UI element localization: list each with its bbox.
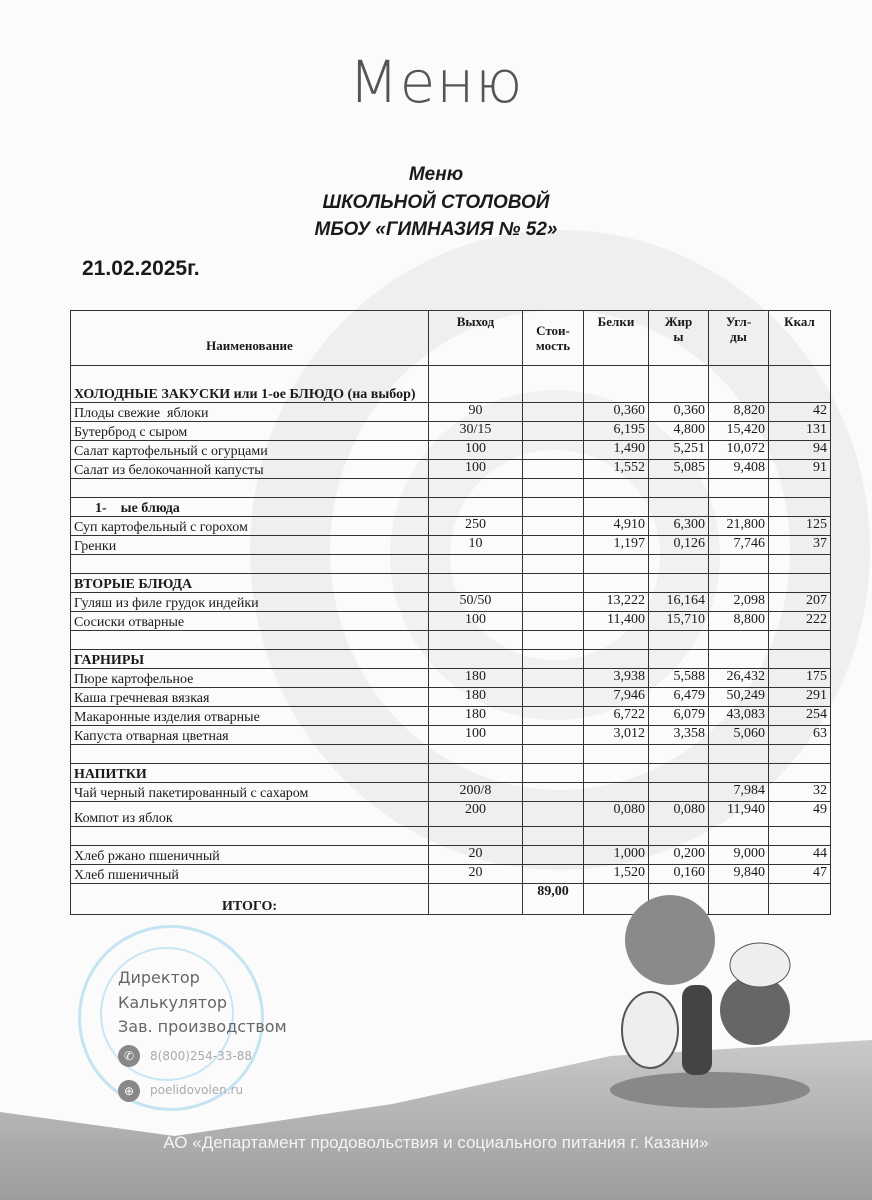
table-row <box>71 726 831 745</box>
cell-name: ВТОРЫЕ БЛЮДА <box>71 574 429 593</box>
cell-output: 90 <box>429 403 523 422</box>
menu-date: 21.02.2025г. <box>82 257 200 280</box>
cell-fat: 0,200 <box>649 846 709 865</box>
menu-table <box>70 310 831 915</box>
cell-cost <box>523 745 584 764</box>
cell-name: Гуляш из филе грудок индейки <box>71 593 429 612</box>
cell-cost <box>523 783 584 802</box>
total-label: ИТОГО: <box>71 884 429 915</box>
table-row <box>71 669 831 688</box>
cell-name: Пюре картофельное <box>71 669 429 688</box>
cell-output: 20 <box>429 846 523 865</box>
cell-cost <box>523 631 584 650</box>
cell-kcal <box>769 631 831 650</box>
cell-carbs <box>709 366 769 403</box>
cell-fat <box>649 574 709 593</box>
header-fat: Жир ы <box>649 311 709 366</box>
cell-protein: 1,197 <box>584 536 649 555</box>
cell-name: Сосиски отварные <box>71 612 429 631</box>
cell-name <box>71 631 429 650</box>
cell-kcal: 32 <box>769 783 831 802</box>
cell-output: 100 <box>429 612 523 631</box>
doc-title: Меню <box>408 164 464 185</box>
cell-carbs: 26,432 <box>709 669 769 688</box>
table-row <box>71 745 831 764</box>
cell-name: НАПИТКИ <box>71 764 429 783</box>
cell-kcal <box>769 827 831 846</box>
table-row <box>71 783 831 802</box>
cell-cost <box>523 846 584 865</box>
cell-fat: 0,126 <box>649 536 709 555</box>
cell-carbs: 50,249 <box>709 688 769 707</box>
cell-name: Капуста отварная цветная <box>71 726 429 745</box>
cell-protein: 1,000 <box>584 846 649 865</box>
table-row <box>71 846 831 865</box>
cell-output <box>429 827 523 846</box>
cell-protein: 3,012 <box>584 726 649 745</box>
cell-fat: 16,164 <box>649 593 709 612</box>
cell-cost <box>523 726 584 745</box>
cell-kcal: 37 <box>769 536 831 555</box>
cell-carbs: 8,820 <box>709 403 769 422</box>
cell-cost <box>523 574 584 593</box>
cell-fat: 5,085 <box>649 460 709 479</box>
cell-fat <box>649 479 709 498</box>
cell-fat <box>649 555 709 574</box>
cell-kcal: 47 <box>769 865 831 884</box>
section-row <box>71 366 831 403</box>
cell-name: Суп картофельный с горохом <box>71 517 429 536</box>
cell-fat: 6,300 <box>649 517 709 536</box>
cell-name: ГАРНИРЫ <box>71 650 429 669</box>
cell-carbs: 43,083 <box>709 707 769 726</box>
cell-name <box>71 827 429 846</box>
table-row <box>71 517 831 536</box>
cell-carbs <box>709 479 769 498</box>
cell-fat <box>649 366 709 403</box>
cell-protein: 0,360 <box>584 403 649 422</box>
section-row <box>71 574 831 593</box>
cell-kcal: 42 <box>769 403 831 422</box>
cell-name: Хлеб ржано пшеничный <box>71 846 429 865</box>
cell-cost <box>523 366 584 403</box>
cell-output: 100 <box>429 460 523 479</box>
cell-protein: 0,080 <box>584 802 649 827</box>
cell-kcal: 222 <box>769 612 831 631</box>
cell-protein: 1,490 <box>584 441 649 460</box>
table-row <box>71 479 831 498</box>
cell-carbs: 8,800 <box>709 612 769 631</box>
mascot-illustration <box>590 890 830 1120</box>
cell-output: 10 <box>429 536 523 555</box>
cell-name: Чай черный пакетированный с сахаром <box>71 783 429 802</box>
cell-output: 20 <box>429 865 523 884</box>
cell-protein: 3,938 <box>584 669 649 688</box>
phone-icon: ✆ <box>118 1045 140 1067</box>
table-row <box>71 555 831 574</box>
cell-protein <box>584 827 649 846</box>
cell-fat: 15,710 <box>649 612 709 631</box>
cell-cost <box>523 802 584 827</box>
cell-fat: 3,358 <box>649 726 709 745</box>
cell-name: Плоды свежие яблоки <box>71 403 429 422</box>
cell-protein: 13,222 <box>584 593 649 612</box>
cell-name: Гренки <box>71 536 429 555</box>
cell-kcal <box>769 650 831 669</box>
cell-kcal: 94 <box>769 441 831 460</box>
cell-protein <box>584 555 649 574</box>
cell-output: 30/15 <box>429 422 523 441</box>
cell-name: Салат из белокочанной капусты <box>71 460 429 479</box>
cell-cost <box>523 479 584 498</box>
header-carbs: Угл- ды <box>709 311 769 366</box>
cell-name: Хлеб пшеничный <box>71 865 429 884</box>
cell-cost <box>523 593 584 612</box>
cell-fat: 5,588 <box>649 669 709 688</box>
signature-director: Директор <box>118 968 200 987</box>
cell-protein <box>584 783 649 802</box>
cell-carbs: 5,060 <box>709 726 769 745</box>
header-protein: Белки <box>584 311 649 366</box>
website: poelidovolen.ru <box>150 1083 244 1097</box>
cell-name: 1- ые блюда <box>71 498 429 517</box>
cell-kcal: 254 <box>769 707 831 726</box>
table-row <box>71 593 831 612</box>
section-row <box>71 764 831 783</box>
cell-carbs <box>709 764 769 783</box>
cell-kcal <box>769 745 831 764</box>
cell-output <box>429 631 523 650</box>
cell-cost <box>523 612 584 631</box>
cell-name: Макаронные изделия отварные <box>71 707 429 726</box>
cell-protein <box>584 479 649 498</box>
cell-carbs: 7,746 <box>709 536 769 555</box>
cell-protein <box>584 366 649 403</box>
cell-carbs <box>709 650 769 669</box>
table-row <box>71 441 831 460</box>
cell-name: Бутерброд с сыром <box>71 422 429 441</box>
header-cost: Стои- мость <box>523 311 584 366</box>
cell-cost <box>523 536 584 555</box>
cell-output: 200/8 <box>429 783 523 802</box>
cell-protein <box>584 574 649 593</box>
cell-carbs: 11,940 <box>709 802 769 827</box>
table-row <box>71 460 831 479</box>
cell-kcal <box>769 764 831 783</box>
cell-output <box>429 650 523 669</box>
cell-output: 100 <box>429 726 523 745</box>
cell-cost <box>523 865 584 884</box>
cell-kcal: 125 <box>769 517 831 536</box>
cell-kcal: 49 <box>769 802 831 827</box>
cell-fat: 0,080 <box>649 802 709 827</box>
cell-cost <box>523 460 584 479</box>
cell-kcal: 131 <box>769 422 831 441</box>
cell-fat: 5,251 <box>649 441 709 460</box>
cell-kcal <box>769 555 831 574</box>
globe-icon: ⊕ <box>118 1080 140 1102</box>
cell-kcal: 175 <box>769 669 831 688</box>
cell-fat: 0,160 <box>649 865 709 884</box>
handwritten-title: Меню <box>348 48 524 116</box>
cell-kcal: 63 <box>769 726 831 745</box>
table-row <box>71 631 831 650</box>
cell-carbs: 9,000 <box>709 846 769 865</box>
table-row <box>71 612 831 631</box>
cell-carbs: 7,984 <box>709 783 769 802</box>
cell-name: Салат картофельный с огурцами <box>71 441 429 460</box>
cell-carbs <box>709 574 769 593</box>
cell-output: 200 <box>429 802 523 827</box>
cell-cost <box>523 688 584 707</box>
cell-kcal: 291 <box>769 688 831 707</box>
cell-cost <box>523 764 584 783</box>
cell-kcal <box>769 498 831 517</box>
cell-cost <box>523 669 584 688</box>
section-row <box>71 498 831 517</box>
cell-name: Каша гречневая вязкая <box>71 688 429 707</box>
header-name: Наименование <box>71 311 429 366</box>
cell-output: 180 <box>429 669 523 688</box>
cell-kcal: 207 <box>769 593 831 612</box>
cell-fat <box>649 827 709 846</box>
cell-output <box>429 764 523 783</box>
cell-protein <box>584 650 649 669</box>
cell-fat: 4,800 <box>649 422 709 441</box>
table-row <box>71 688 831 707</box>
table-row <box>71 865 831 884</box>
cell-name <box>71 479 429 498</box>
signature-production-head: Зав. производством <box>118 1017 287 1036</box>
cell-output: 180 <box>429 707 523 726</box>
table-row <box>71 536 831 555</box>
cell-name: Компот из яблок <box>71 802 429 827</box>
cell-cost <box>523 707 584 726</box>
table-row <box>71 403 831 422</box>
table-row <box>71 422 831 441</box>
school-name: МБОУ «ГИМНАЗИЯ № 52» <box>314 219 558 240</box>
table-header <box>71 311 831 366</box>
cell-carbs <box>709 498 769 517</box>
cell-protein: 6,195 <box>584 422 649 441</box>
cell-output <box>429 745 523 764</box>
cell-kcal <box>769 574 831 593</box>
cell-fat <box>649 631 709 650</box>
header-output: Выход <box>429 311 523 366</box>
cell-output: 50/50 <box>429 593 523 612</box>
cell-cost <box>523 498 584 517</box>
header-kcal: Ккал <box>769 311 831 366</box>
cell-fat <box>649 764 709 783</box>
cell-carbs <box>709 555 769 574</box>
empty-cell <box>429 884 523 915</box>
cell-output <box>429 479 523 498</box>
cell-protein <box>584 631 649 650</box>
cell-output <box>429 366 523 403</box>
cell-cost <box>523 441 584 460</box>
cell-protein <box>584 764 649 783</box>
cell-output <box>429 574 523 593</box>
cell-kcal: 44 <box>769 846 831 865</box>
cell-protein: 1,520 <box>584 865 649 884</box>
signature-calculator: Калькулятор <box>118 993 228 1012</box>
cell-name <box>71 745 429 764</box>
cell-output: 100 <box>429 441 523 460</box>
section-row <box>71 650 831 669</box>
doc-subtitle: ШКОЛЬНОЙ СТОЛОВОЙ <box>322 192 550 213</box>
total-cost: 89,00 <box>523 884 584 915</box>
cell-carbs <box>709 631 769 650</box>
cell-fat: 0,360 <box>649 403 709 422</box>
phone-number: 8(800)254-33-88 <box>150 1049 253 1063</box>
cell-cost <box>523 827 584 846</box>
cell-protein: 7,946 <box>584 688 649 707</box>
table-row <box>71 802 831 827</box>
cell-name: ХОЛОДНЫЕ ЗАКУСКИ или 1-ое БЛЮДО (на выбор) <box>71 366 429 403</box>
cell-carbs: 9,408 <box>709 460 769 479</box>
cell-cost <box>523 517 584 536</box>
cell-cost <box>523 555 584 574</box>
cell-carbs: 21,800 <box>709 517 769 536</box>
cell-fat: 6,479 <box>649 688 709 707</box>
cell-name <box>71 555 429 574</box>
cell-output: 250 <box>429 517 523 536</box>
cell-carbs: 9,840 <box>709 865 769 884</box>
cell-carbs <box>709 827 769 846</box>
cell-carbs: 10,072 <box>709 441 769 460</box>
cell-carbs: 15,420 <box>709 422 769 441</box>
cell-kcal: 91 <box>769 460 831 479</box>
cell-protein: 1,552 <box>584 460 649 479</box>
cell-protein <box>584 745 649 764</box>
cell-fat <box>649 498 709 517</box>
cell-cost <box>523 650 584 669</box>
cell-fat <box>649 650 709 669</box>
cell-protein <box>584 498 649 517</box>
cell-output: 180 <box>429 688 523 707</box>
cell-kcal <box>769 366 831 403</box>
cell-protein: 6,722 <box>584 707 649 726</box>
cell-protein: 11,400 <box>584 612 649 631</box>
cell-carbs <box>709 745 769 764</box>
cell-fat: 6,079 <box>649 707 709 726</box>
organization-name: АО «Департамент продовольствия и социального питания г. Казани» <box>163 1133 709 1152</box>
cell-cost <box>523 403 584 422</box>
cell-kcal <box>769 479 831 498</box>
cell-carbs: 2,098 <box>709 593 769 612</box>
table-row <box>71 827 831 846</box>
cell-output <box>429 498 523 517</box>
table-row <box>71 707 831 726</box>
cell-output <box>429 555 523 574</box>
cell-fat <box>649 783 709 802</box>
cell-protein: 4,910 <box>584 517 649 536</box>
cell-cost <box>523 422 584 441</box>
cell-fat <box>649 745 709 764</box>
